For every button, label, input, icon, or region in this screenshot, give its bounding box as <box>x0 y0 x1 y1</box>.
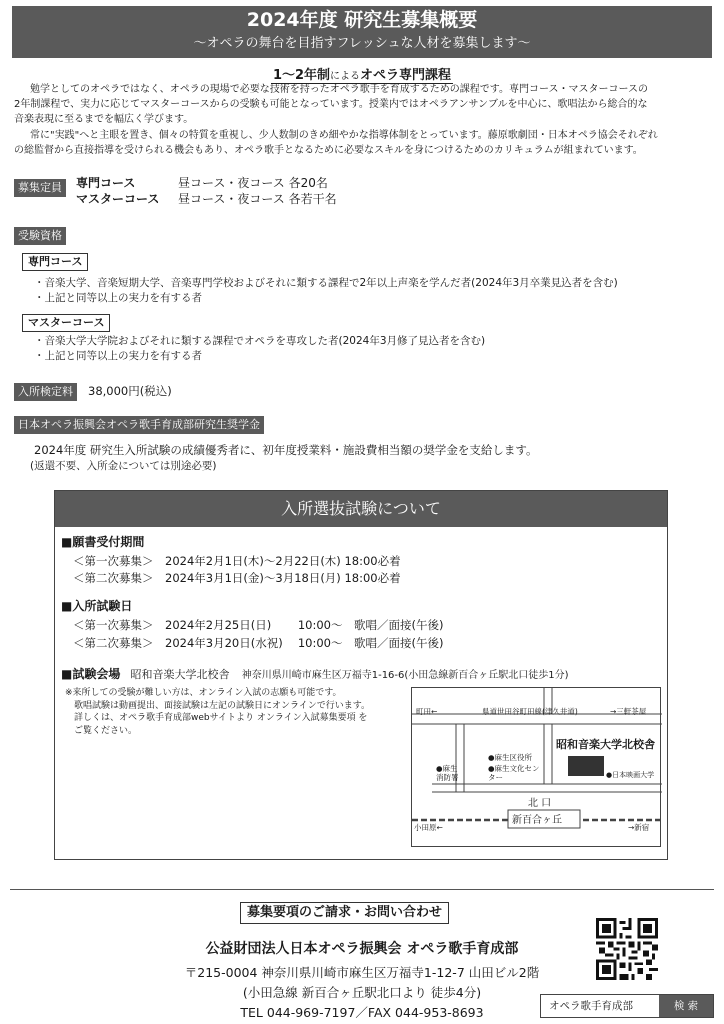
venue-heading-label: ■試験会場 <box>61 667 121 681</box>
map-left-bottom: 小田原← <box>414 823 443 832</box>
online-note <box>65 687 405 737</box>
date-second: ＜第二次募集＞ 2024年3月20日(水祝) 10:00～ 歌唱／面接(午後) <box>73 636 444 650</box>
capacity-row <box>76 190 337 207</box>
course-title-name: オペラ専門課程 <box>360 68 452 83</box>
map-ward: ●麻生区役所 <box>488 753 533 762</box>
capacity-tag: 募集定員 <box>14 179 66 197</box>
capacity-detail: 昼コース・夜コース 各20名 <box>178 176 328 190</box>
map-left-top: 町田← <box>416 707 438 716</box>
map-exit: 北 口 <box>528 794 551 809</box>
apply-second: ＜第二次募集＞ 2024年3月1日(金)～3月18日(月) 18:00必着 <box>73 571 401 585</box>
contact-heading: 募集要項のご請求・お問い合わせ <box>240 902 449 924</box>
map-fire: ●麻生消防署 <box>436 764 459 782</box>
apply-heading: ■願書受付期間 <box>61 535 145 549</box>
capacity-detail: 昼コース・夜コース 各若干名 <box>178 192 337 206</box>
search-button[interactable]: 検 索 <box>659 995 713 1017</box>
web-search-box[interactable] <box>540 994 714 1018</box>
intro-line: の総監督から直接指導を受けられる機会もあり、オペラ歌手となるために必要なスキルを身につけるためのカリキュラムが組まれています。 <box>14 144 643 156</box>
note-line: 詳しくは、オペラ歌手育成部webサイトより オンライン入試募集要項 を <box>65 713 368 723</box>
campus-building <box>568 756 604 776</box>
qr-code-icon[interactable] <box>596 918 658 980</box>
org-access: (小田急線 新百合ヶ丘駅北口より 徒歩4分) <box>242 985 482 1000</box>
org-address: 〒215-0004 神奈川県川崎市麻生区万福寺1-12-7 山田ビル2階 <box>184 965 540 980</box>
scholarship-line2: (返還不要、入所金については別途必要) <box>30 460 217 472</box>
map-right-top: →三軒茶屋 <box>610 707 647 716</box>
senmon-req-2: ・上記と同等以上の実力を有する者 <box>34 292 202 304</box>
note-line: ※来所しての受験が難しい方は、オンライン入試の志願も可能です。 <box>65 688 342 698</box>
master-req-2: ・上記と同等以上の実力を有する者 <box>34 350 202 362</box>
intro-line: 常に"実践"へと主眼を置き、個々の特質を重視し、少人数制のきめ細やかな指導体制をとっています。藤原歌劇団・日本オペラ協会それぞれ <box>30 129 658 141</box>
title-banner <box>12 6 712 58</box>
map-station: 新百合ヶ丘 <box>512 815 562 826</box>
fee-tag: 入所検定料 <box>14 383 77 401</box>
map-campus: 昭和音楽大学北校舎 <box>556 738 655 751</box>
master-label: マスターコース <box>22 314 110 332</box>
capacity-row <box>76 174 328 191</box>
venue-name: 昭和音楽大学北校舎 <box>130 668 230 681</box>
venue-map <box>411 687 661 847</box>
page-title: 2024年度 研究生募集概要 <box>246 9 478 31</box>
note-line: 歌唱試験は動画提出、面接試験は左記の試験日にオンラインで行います。 <box>65 700 371 711</box>
master-req-1: ・音楽大学大学院およびそれに類する課程でオペラを専攻した者(2024年3月修了見込者を含む) <box>34 335 486 347</box>
apply-first: ＜第一次募集＞ 2024年2月1日(木)～2月22日(木) 18:00必着 <box>73 554 401 568</box>
map-cinema: ●日本映画大学 <box>606 771 655 779</box>
page-subtitle: ～オペラの舞台を目指すフレッシュな人材を募集します～ <box>193 36 531 51</box>
date-first: ＜第一次募集＞ 2024年2月25日(日) 10:00～ 歌唱／面接(午後) <box>73 618 444 632</box>
course-title <box>0 64 724 83</box>
senmon-label: 専門コース <box>22 253 88 271</box>
search-keyword: オペラ歌手育成部 <box>549 1000 633 1012</box>
course-title-years: 1～2年制 <box>272 68 331 83</box>
venue-heading <box>61 665 569 682</box>
map-culture: ●麻生文化センター <box>488 764 540 782</box>
course-intro <box>14 82 712 158</box>
capacity-course: マスターコース <box>76 192 160 206</box>
note-line: ご覧ください。 <box>65 725 138 736</box>
scholarship-tag: 日本オペラ振興会オペラ歌手育成部研究生奨学金 <box>14 416 264 434</box>
eligibility-tag: 受験資格 <box>14 227 66 245</box>
date-heading: ■入所試験日 <box>61 599 133 613</box>
scholarship-line1: 2024年度 研究生入所試験の成績優秀者に、初年度授業料・施設費相当額の奨学金を支給します。 <box>34 443 538 457</box>
org-phone: TEL 044-969-7197／FAX 044-953-8693 <box>240 1005 484 1020</box>
senmon-req-1: ・音楽大学、音楽短期大学、音楽専門学校およびそれに類する課程で2年以上声楽を学んだ者(2024年3月卒業見込者を含む) <box>34 277 618 289</box>
venue-address: 神奈川県川崎市麻生区万福寺1-16-6(小田急線新百合ヶ丘駅北口徒歩1分) <box>241 670 569 681</box>
map-right-bottom: →新宿 <box>628 823 650 832</box>
map-road: 県道世田谷町田線(津久井道) <box>482 707 578 716</box>
course-title-particle: による <box>330 71 361 82</box>
exam-heading: 入所選抜試験について <box>55 491 667 527</box>
intro-line: 音楽表現に至るまでを幅広く学びます。 <box>14 114 194 126</box>
footer-divider <box>10 889 714 890</box>
org-name: 公益財団法人日本オペラ振興会 オペラ歌手育成部 <box>205 941 519 957</box>
fee-value: 38,000円(税込) <box>88 384 172 398</box>
exam-section <box>54 490 668 860</box>
capacity-course: 専門コース <box>76 176 136 190</box>
intro-line: 2年制課程で、実力に応じてマスターコースからの受験も可能となっています。授業内ではオペラアンサンブルを中心に、歌唱法から総合的な <box>14 99 648 111</box>
intro-line: 勉学としてのオペラではなく、オペラの現場で必要な技術を持ったオペラ歌手を育成するための課程です。専門コース・マスターコースの <box>30 84 648 95</box>
